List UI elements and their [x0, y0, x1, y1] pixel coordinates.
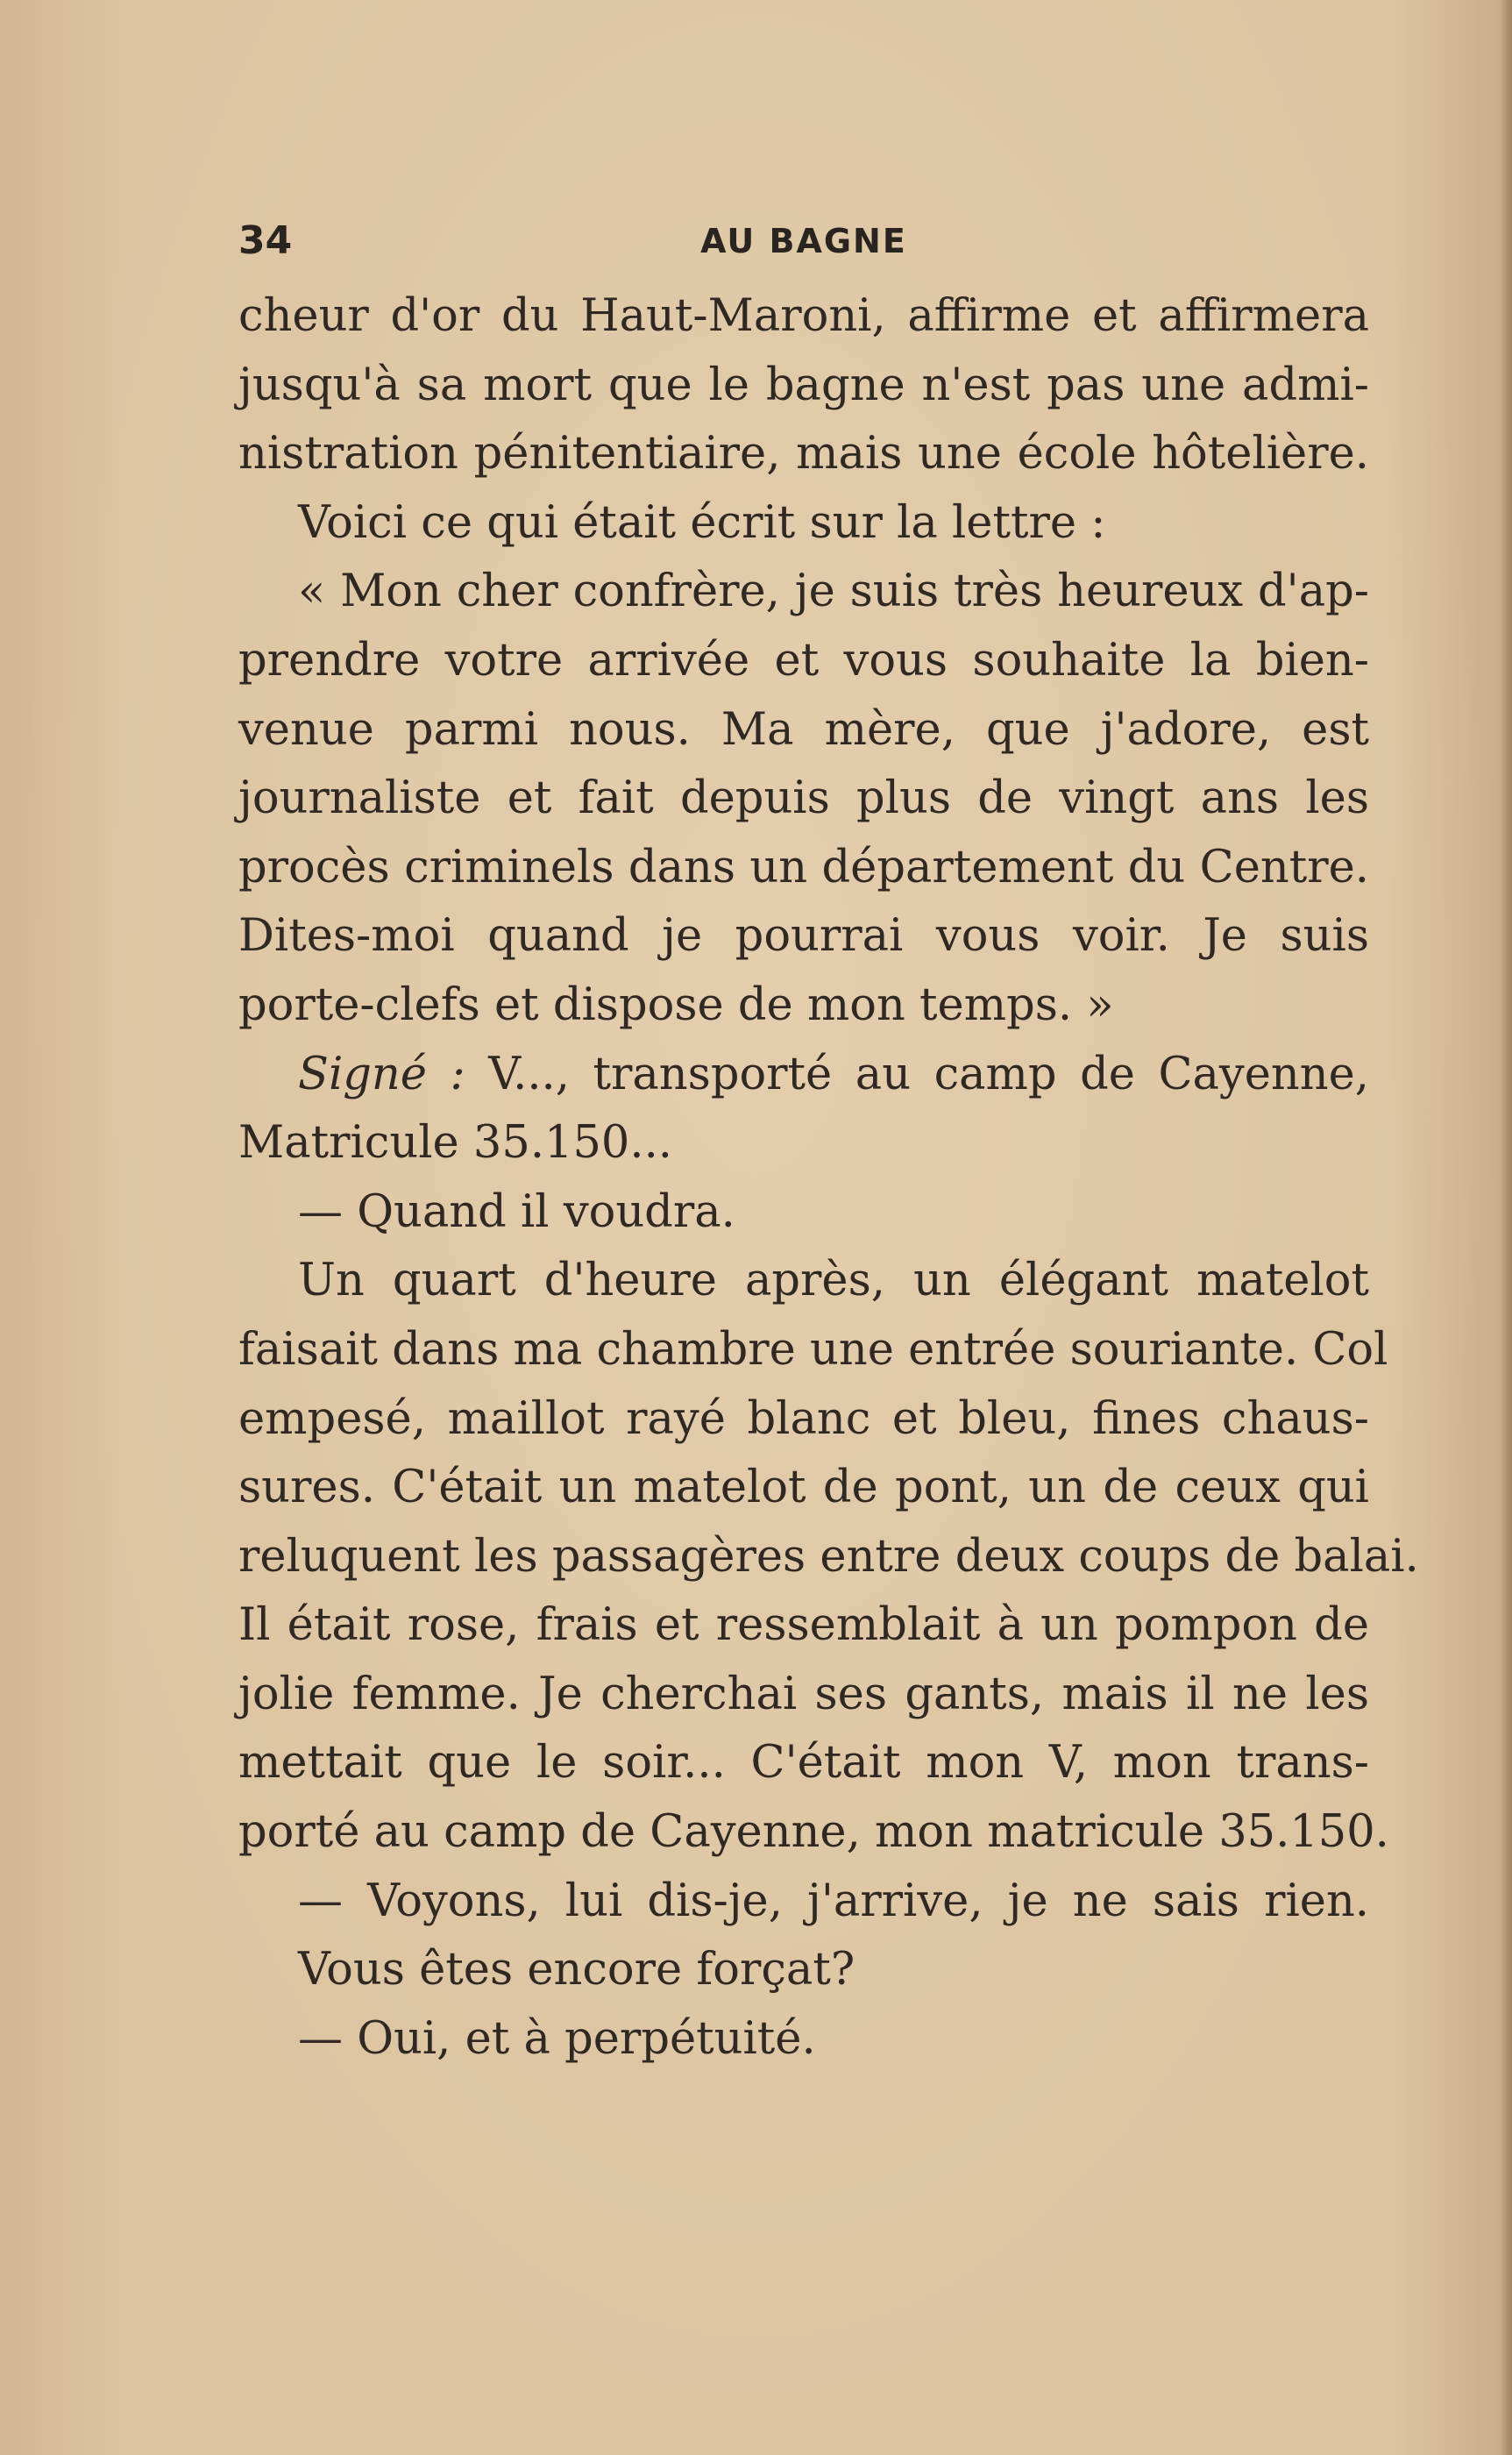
- text-line: prendre votre arrivée et vous souhaite la bien-: [238, 634, 1369, 687]
- text-line: — Quand il voudra.: [298, 1185, 735, 1238]
- text-line: reluquent les passagères entre deux coups de balai.: [238, 1530, 1419, 1583]
- text-line: Un quart d'heure après, un élégant matelot: [298, 1255, 1369, 1307]
- page-number: 34: [238, 218, 293, 263]
- text-line: Matricule 35.150...: [238, 1117, 673, 1170]
- page-header: [238, 210, 1369, 272]
- text-line: mettait que le soir... C'était mon V, mon trans-: [238, 1737, 1369, 1790]
- body-text: [238, 282, 1419, 2074]
- page-edge-shadow: [1500, 0, 1512, 2455]
- text-line: journaliste et fait depuis plus de vingt ans les: [238, 772, 1369, 825]
- text-line: cheur d'or du Haut-Maroni, affirme et affirmera: [238, 290, 1369, 342]
- text-line: « Mon cher confrère, je suis très heureux d'ap-: [298, 566, 1369, 618]
- text-line: Il était rose, frais et ressemblait à un pompon de: [238, 1599, 1369, 1652]
- text-line: nistration pénitentiaire, mais une école hôtelière.: [238, 428, 1369, 480]
- text-line: Voici ce qui était écrit sur la lettre :: [298, 496, 1106, 549]
- text-line: venue parmi nous. Ma mère, que j'adore, est: [238, 703, 1369, 756]
- signature-text: V..., transporté au camp de Cayenne,: [488, 1048, 1369, 1100]
- text-line: empesé, maillot rayé blanc et bleu, fines chaus-: [238, 1392, 1369, 1445]
- text-line: sures. C'était un matelot de pont, un de ceux qui: [238, 1462, 1369, 1514]
- text-line: Vous êtes encore forçat?: [298, 1944, 855, 1996]
- text-line: faisait dans ma chambre une entrée souriante. Col: [238, 1323, 1388, 1376]
- text-line: procès criminels dans un département du Centre.: [238, 841, 1369, 893]
- text-line: porte-clefs et dispose de mon temps. »: [238, 978, 1114, 1031]
- text-line: — Voyons, lui dis-je, j'arrive, je ne sais rien.: [298, 1875, 1369, 1927]
- text-line: jolie femme. Je cherchai ses gants, mais il ne les: [238, 1668, 1369, 1720]
- signed-label: Signé :: [298, 1048, 465, 1100]
- text-line: porté au camp de Cayenne, mon matricule 35.150.: [238, 1806, 1389, 1859]
- text-line: jusqu'à sa mort que le bagne n'est pas une admi-: [238, 359, 1369, 411]
- running-title: AU BAGNE: [700, 222, 907, 260]
- text-line: — Oui, et à perpétuité.: [298, 2012, 816, 2065]
- text-line: Dites-moi quand je pourrai vous voir. Je suis: [238, 910, 1369, 963]
- signature-line: [238, 1041, 1369, 1110]
